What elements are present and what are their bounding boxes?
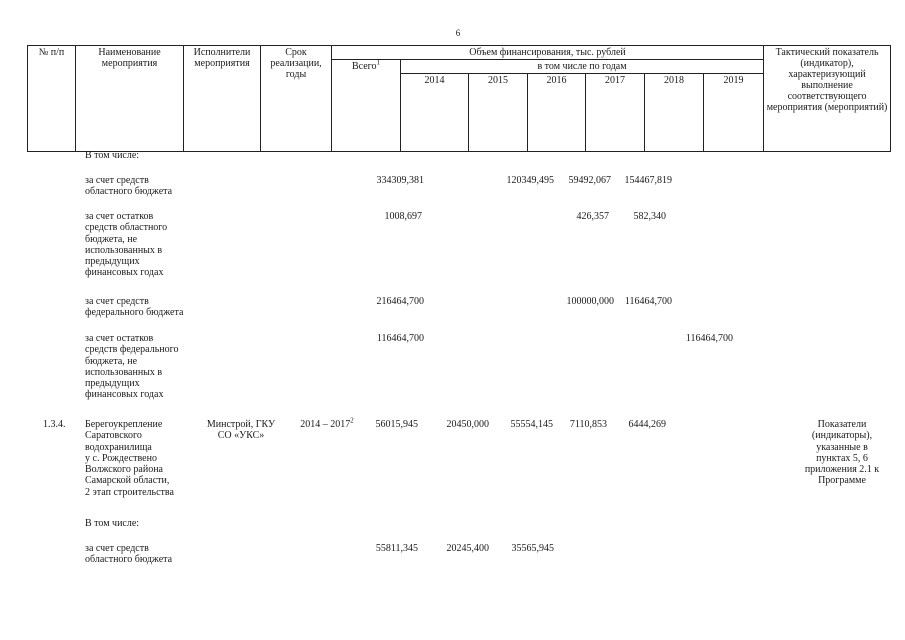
row-regional-2015: 120349,495	[506, 175, 554, 186]
header-year-2018: 2018	[645, 74, 704, 152]
row-federal-rest-2018: 116464,700	[685, 333, 733, 344]
row-134-number: 1.3.4.	[43, 419, 66, 430]
row-134-total: 56015,945	[375, 419, 418, 430]
header-table	[27, 45, 891, 152]
row-regional-rest-name: за счет остатков средств областного бюджета, не использованных в предыдущих финансовых годах	[85, 211, 168, 279]
header-total: Всего$^1$	[332, 60, 401, 152]
row-regional2-2014: 20245,400	[446, 543, 489, 554]
header-number: № п/п	[28, 46, 76, 152]
row-134-2017: 6444,269	[628, 419, 666, 430]
row-regional-rest-total: 1008,697	[384, 211, 422, 222]
header-year-2019: 2019	[704, 74, 764, 152]
header-executors: Исполнители мероприятия	[184, 46, 261, 152]
row-regional2-total: 55811,345	[375, 543, 418, 554]
header-financing: Объем финансирования, тыс. рублей	[332, 46, 764, 60]
row-regional2-2015: 35565,945	[511, 543, 554, 554]
row-134-2016: 7110,853	[569, 419, 607, 430]
header-year-2014: 2014	[401, 74, 469, 152]
including-label: В том числе:	[85, 150, 140, 161]
row-regional-rest-2017: 582,340	[633, 211, 666, 222]
page-number: 6	[455, 28, 461, 38]
row-regional-2016: 59492,067	[568, 175, 611, 186]
row-federal-2017: 116464,700	[624, 296, 672, 307]
row-134-term: 2014 – 2017$^2$	[300, 416, 354, 430]
row-federal-total: 216464,700	[376, 296, 424, 307]
header-by-years: в том числе по годам	[401, 60, 764, 74]
row-134-executors: Минстрой, ГКУ СО «УКС»	[206, 419, 276, 442]
row-134-indicator: Показатели (индикаторы), указанные в пунктах 5, 6 приложения 2.1 к Программе	[804, 419, 880, 487]
row-federal-name: за счет средств федерального бюджета	[85, 296, 184, 319]
header-term: Срок реализации, годы	[261, 46, 332, 152]
row-regional-total: 334309,381	[376, 175, 424, 186]
including-label-2: В том числе:	[85, 518, 140, 529]
row-regional-rest-2016: 426,357	[576, 211, 609, 222]
row-federal-2016: 100000,000	[566, 296, 614, 307]
row-federal-rest-name: за счет остатков средств федерального бюджета, не использованных в предыдущих финансовых годах	[85, 333, 179, 401]
row-regional-name: за счет средств областного бюджета	[85, 175, 173, 198]
header-name: Наименование мероприятия	[76, 46, 184, 152]
row-regional2-name: за счет средств областного бюджета	[85, 543, 173, 566]
row-regional-2017: 154467,819	[624, 175, 672, 186]
header-year-2016: 2016	[528, 74, 586, 152]
header-year-2017: 2017	[586, 74, 645, 152]
row-134-name: Берегоукрепление Саратовского водохранилища у с. Рождествено Волжского района Самарской области, 2 этап строительства	[85, 419, 174, 498]
row-134-2014: 20450,000	[446, 419, 489, 430]
row-134-2015: 55554,145	[510, 419, 553, 430]
row-federal-rest-total: 116464,700	[376, 333, 424, 344]
header-year-2015: 2015	[469, 74, 528, 152]
header-indicator: Тактический показатель (индикатор), характеризующий выполнение соответствующего мероприятия (мероприятий)	[764, 46, 891, 152]
